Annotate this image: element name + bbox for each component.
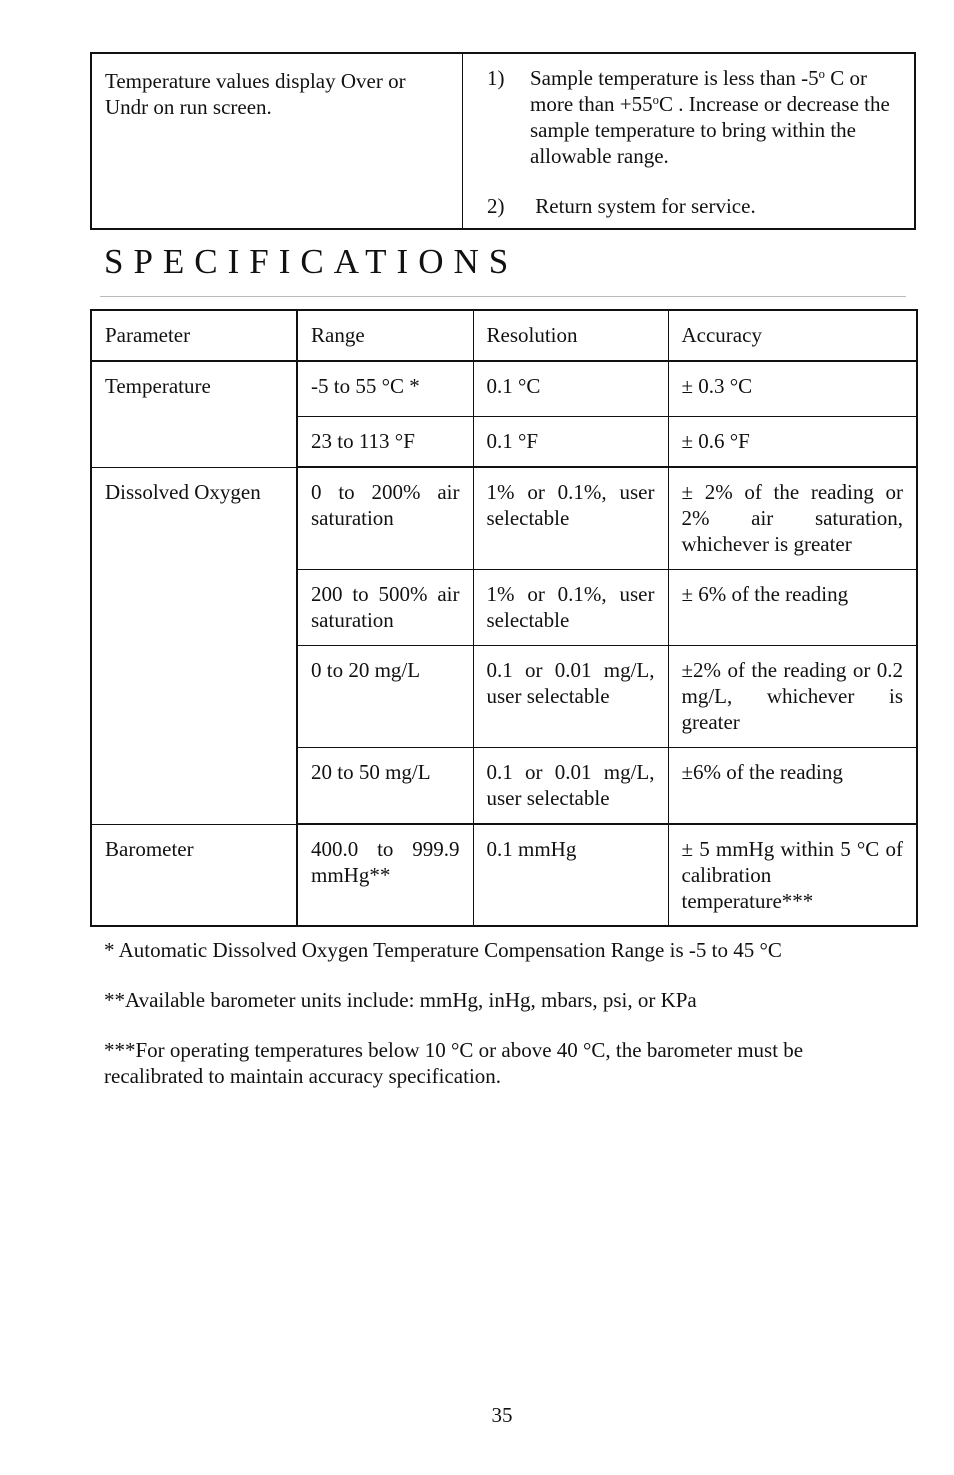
page-number: 35 <box>491 1403 513 1427</box>
cell-accuracy: ±2% of the reading or 0.2 mg/L, whichever is greater <box>668 645 917 747</box>
cell-resolution: 1% or 0.1%, user selectable <box>473 569 668 645</box>
header-accuracy: Accuracy <box>668 310 917 361</box>
footnote-3: ***For operating temperatures below 10 °C or above 40 °C, the barometer must be recalibrated to maintain accuracy specification. <box>104 1038 804 1088</box>
solution-step-2 <box>487 193 902 219</box>
specifications-table <box>90 309 918 927</box>
cell-range: 200 to 500% air saturation <box>297 569 473 645</box>
step-number: 1) <box>487 66 505 90</box>
cell-range: 400.0 to 999.9 mmHg** <box>297 824 473 926</box>
cell-resolution: 0.1 or 0.01 mg/L, user selectable <box>473 747 668 824</box>
cell-range: 20 to 50 mg/L <box>297 747 473 824</box>
cell-range: 23 to 113 °F <box>297 416 473 467</box>
problem-cell: Temperature values display Over or Undr on run screen. <box>92 54 463 228</box>
cell-resolution: 0.1 °C <box>473 361 668 416</box>
cell-resolution: 1% or 0.1%, user selectable <box>473 467 668 569</box>
cell-accuracy: ± 2% of the reading or 2% air saturation, whichever is greater <box>668 467 917 569</box>
footnote-2: **Available barometer units include: mmHg, inHg, mbars, psi, or KPa <box>104 988 697 1012</box>
section-title: SPECIFICATIONS <box>104 242 519 281</box>
step-number: 2) <box>487 194 505 218</box>
solution-cell <box>463 54 914 228</box>
header-resolution: Resolution <box>473 310 668 361</box>
troubleshooting-table <box>90 52 916 230</box>
footnotes <box>104 937 904 1113</box>
table-row <box>91 824 917 926</box>
table-row <box>91 361 917 416</box>
table-row <box>91 467 917 569</box>
cell-accuracy: ± 0.3 °C <box>668 361 917 416</box>
footnote-1: * Automatic Dissolved Oxygen Temperature Compensation Range is -5 to 45 °C <box>104 938 782 962</box>
cell-accuracy: ± 5 mmHg within 5 °C of calibration temperature*** <box>668 824 917 926</box>
cell-accuracy: ±6% of the reading <box>668 747 917 824</box>
solution-step-1 <box>487 65 902 169</box>
title-divider <box>100 296 906 297</box>
step-text: Sample temperature is less than -5$^o$ C or more than $+55^oC$ . Increase or decrease the sample temperature to bring within the allowable range. <box>530 66 890 168</box>
cell-accuracy: ± 6% of the reading <box>668 569 917 645</box>
header-range: Range <box>297 310 473 361</box>
cell-resolution: 0.1 or 0.01 mg/L, user selectable <box>473 645 668 747</box>
cell-range: 0 to 20 mg/L <box>297 645 473 747</box>
step-text: Return system for service. <box>530 194 756 218</box>
cell-accuracy: ± 0.6 °F <box>668 416 917 467</box>
param-dissolved-oxygen: Dissolved Oxygen <box>91 467 297 824</box>
cell-resolution: 0.1 mmHg <box>473 824 668 926</box>
param-temperature: Temperature <box>91 361 297 467</box>
header-parameter: Parameter <box>91 310 297 361</box>
param-barometer: Barometer <box>91 824 297 926</box>
cell-range: -5 to 55 °C * <box>297 361 473 416</box>
table-header-row <box>91 310 917 361</box>
cell-range: 0 to 200% air saturation <box>297 467 473 569</box>
cell-resolution: 0.1 °F <box>473 416 668 467</box>
